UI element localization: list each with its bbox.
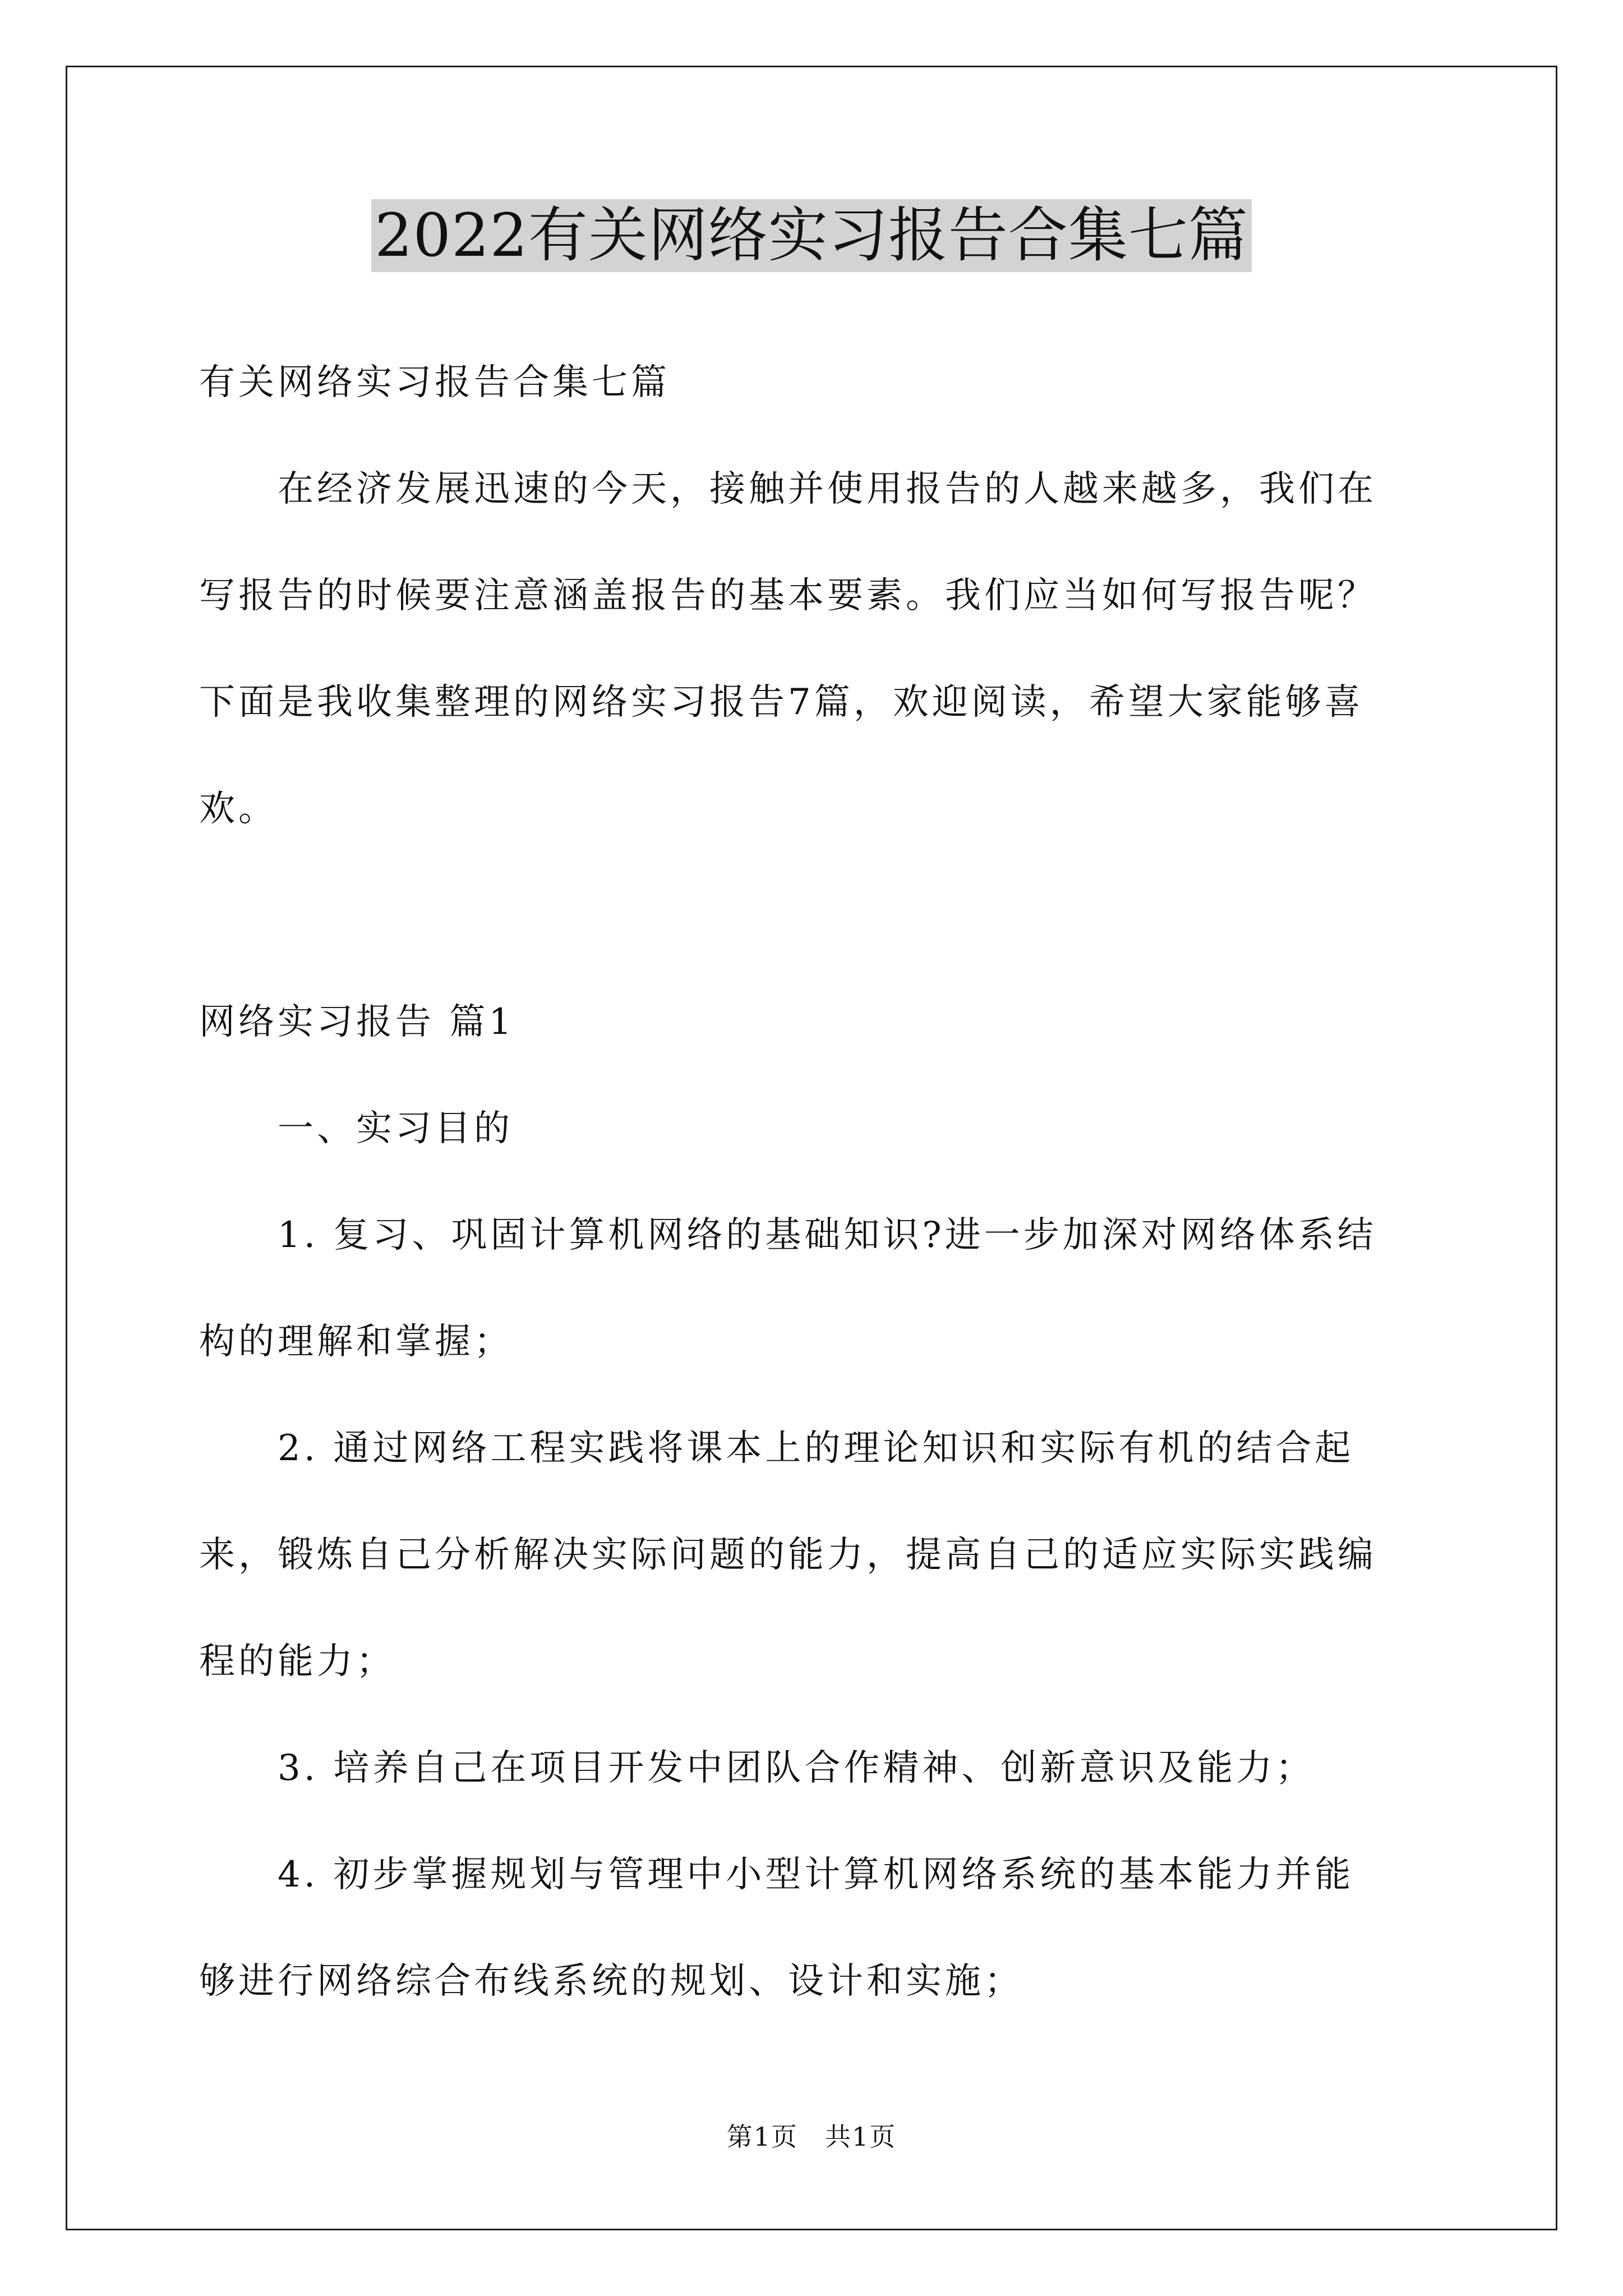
list-item-3: 3. 培养自己在项目开发中团队合作精神、创新意识及能力；	[278, 1747, 1315, 1789]
list-item-2-line-1: 2. 通过网络工程实践将课本上的理论知识和实际有机的结合起	[278, 1428, 1354, 1469]
list-item-1-line-2: 构的理解和掌握；	[199, 1321, 513, 1363]
list-item-4-line-2: 够进行网络综合布线系统的规划、设计和实施；	[199, 1961, 1023, 2002]
section-subheading: 一、实习目的	[278, 1108, 513, 1149]
list-item-2-line-2: 来，锻炼自己分析解决实际问题的能力，提高自己的适应实际实践编	[199, 1534, 1377, 1576]
page-footer: 第1页 共1页	[726, 2122, 897, 2152]
list-item-1-line-1: 1. 复习、巩固计算机网络的基础知识?进一步加深对网络体系结	[278, 1214, 1377, 1256]
intro-line-2: 写报告的时候要注意涵盖报告的基本要素。我们应当如何写报告呢？	[199, 575, 1377, 616]
document-title: 2022有关网络实习报告合集七篇	[371, 199, 1252, 272]
list-item-2-line-3: 程的能力；	[199, 1641, 395, 1682]
section-heading: 网络实习报告 篇1	[199, 1001, 515, 1043]
intro-line-3: 下面是我收集整理的网络实习报告7篇，欢迎阅读，希望大家能够喜	[199, 682, 1364, 723]
list-item-4-line-1: 4. 初步掌握规划与管理中小型计算机网络系统的基本能力并能	[278, 1854, 1354, 1895]
intro-line-4: 欢。	[199, 788, 278, 830]
intro-line-1: 在经济发展迅速的今天，接触并使用报告的人越来越多，我们在	[278, 468, 1377, 510]
title-container	[0, 199, 1623, 272]
subtitle: 有关网络实习报告合集七篇	[199, 362, 670, 403]
